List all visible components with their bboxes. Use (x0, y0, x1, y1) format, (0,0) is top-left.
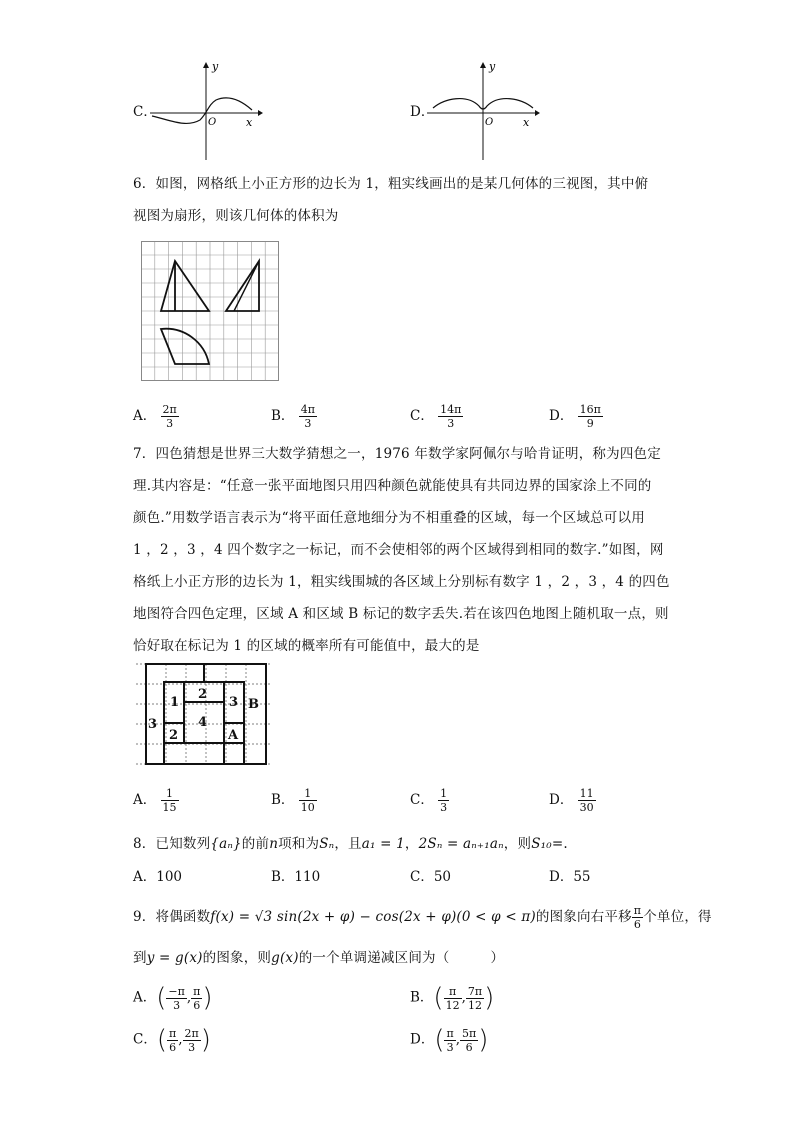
q9-gx: y = g(x) (146, 950, 203, 966)
q9-option-a: A．( $\frac{-\pi}{3}$ , $\frac{\pi}{6}$ ) (133, 983, 213, 1013)
q8-option-a-value: 100 (156, 869, 183, 885)
q9-line2-c: 的一个单调递减区间为（ ） (298, 950, 505, 966)
q7-option-c-value: $\frac{1}{3}$ (440, 787, 448, 814)
q8-cond1: a₁ = 1 (361, 836, 405, 852)
q8-text-c: 项和为 (278, 836, 320, 852)
q7-text-line5: 格纸上小正方形的边长为 1，粗实线围城的各区域上分别标有数字 1 ，2 ，3 ，4 的四色 (133, 574, 670, 590)
q9-option-c-label: C． (133, 1031, 157, 1048)
q7-text-line1: 7．四色猜想是世界三大数学猜想之一，1976 年数学家阿佩尔与哈肯证明，称为四色定 (133, 446, 661, 462)
q8-n: n (269, 836, 279, 852)
q7-option-a-label: A． (133, 792, 157, 808)
q7-text-line4: 1 ，2 ，3 ，4 四个数字之一标记，而不会使相邻的两个区域得到相同的数字.”如图，网 (133, 542, 664, 558)
q9-text-c: 个单位，得 (643, 909, 712, 925)
q8-option-a (133, 867, 182, 887)
q8-text-d: ，且 (334, 836, 362, 852)
q8-sn: Sₙ (319, 836, 335, 852)
q8-option-d (549, 867, 591, 887)
q6-option-a-value: $\frac{2\pi}{3}$ (162, 403, 177, 430)
q7-map-label-3a: 3 (229, 695, 239, 710)
q6-text-line2: 视图为扇形，则该几何体的体积为 (133, 208, 339, 224)
q8-option-b-value: 110 (294, 869, 321, 885)
q7-four-color-map (136, 662, 272, 770)
q9-option-a-label: A． (133, 989, 157, 1006)
q7-text-line6: 地图符合四色定理，区域 A 和区域 B 标记的数字丢失.若在该四色地图上随机取一点，则 (133, 606, 669, 622)
q6-option-b (271, 403, 317, 430)
q9-option-b-label: B． (410, 989, 434, 1006)
q8-seq: {aₙ} (210, 836, 242, 852)
q6-option-d (549, 403, 603, 430)
q7-text-line2: 理.其内容是：“任意一张平面地图只用四种颜色就能使具有共同边界的国家涂上不同的 (133, 478, 652, 494)
q5c-axis-x: x (246, 116, 253, 129)
q5d-axis-y: y (489, 60, 496, 73)
q8-text-a: 8．已知数列 (133, 836, 211, 852)
q9-option-c: C．( $\frac{\pi}{6}$ , $\frac{2\pi}{3}$ ) (133, 1025, 211, 1055)
q9-option-d-label: D． (410, 1031, 435, 1048)
q9-line2-b: 的图象，则 (202, 950, 272, 966)
q7-map-label-2b: 2 (169, 728, 179, 743)
q7-text-line7: 恰好取在标记为 1 的区域的概率所有可能值中，最大的是 (133, 638, 480, 654)
q6-option-d-label: D． (549, 408, 574, 424)
q7-option-c (410, 787, 449, 814)
q8-option-a-label: A． (133, 869, 157, 885)
q7-text-line3: 颜色.”用数学语言表示为“将平面任意地细分为不相重叠的区域，每一个区域总可以用 (133, 510, 645, 526)
q6-text-line1: 6．如图，网格纸上小正方形的边长为 1，粗实线画出的是某几何体的三视图，其中俯 (133, 176, 649, 192)
q9-line2-a: 到 (133, 950, 147, 966)
q7-option-a-value: $\frac{1}{15}$ (162, 787, 177, 814)
q8-text-e: ， (404, 836, 419, 852)
q7-map-label-3b: 3 (148, 717, 158, 732)
q8-text-f: ，则 (503, 836, 532, 852)
q8-option-d-label: D． (549, 869, 574, 885)
q6-option-b-label: B． (271, 408, 295, 424)
q9-question-line2 (133, 946, 504, 966)
q7-map-label-4: 4 (198, 715, 208, 730)
q7-map-label-A: A (228, 728, 239, 743)
q9-gx2: g(x) (271, 950, 299, 966)
q9-text-a: 9．将偶函数 (133, 909, 211, 925)
q5-graph-d (425, 60, 540, 160)
q9-func: f(x) = √3 sin(2x + φ) − cos(2x + φ)(0 < φ < π) (210, 909, 536, 925)
q5-option-d-label: D． (410, 104, 435, 120)
q7-option-b (271, 787, 317, 814)
q5-graph-c (148, 60, 263, 160)
q9-option-d: D．( $\frac{\pi}{3}$ , $\frac{5\pi}{6}$ ) (410, 1025, 489, 1055)
q5d-origin: O (485, 117, 494, 128)
q9-text-b: 的图象向右平移 (535, 909, 632, 925)
q6-option-b-value: $\frac{4\pi}{3}$ (300, 403, 315, 430)
q5c-axis-y: y (212, 60, 219, 73)
q6-option-a-label: A． (133, 408, 157, 424)
q6-option-c-label: C． (410, 408, 434, 424)
q8-text-b: 的前 (241, 836, 270, 852)
q5d-axis-x: x (523, 116, 530, 129)
q7-option-d (549, 787, 596, 814)
q6-option-c (410, 403, 463, 430)
q7-map-label-1: 1 (170, 695, 180, 710)
q7-option-b-value: $\frac{1}{10}$ (300, 787, 315, 814)
q6-options (133, 403, 179, 430)
q8-option-c-label: C． (410, 869, 434, 885)
q5c-origin: O (208, 117, 217, 128)
q7-option-b-label: B． (271, 792, 295, 808)
q8-option-d-value: 55 (573, 869, 591, 885)
q8-option-c-value: 50 (433, 869, 452, 885)
q8-s10: S₁₀ (531, 836, 552, 852)
q8-option-b (271, 867, 320, 887)
q7-option-c-label: C． (410, 792, 434, 808)
q9-option-b: B．( $\frac{\pi}{12}$ , $\frac{7\pi}{12}$ ) (410, 983, 495, 1013)
q7-map-label-B: B (248, 697, 259, 712)
q8-text-g: =. (551, 836, 568, 852)
q8-question (133, 832, 568, 852)
q7-option-d-label: D． (549, 792, 574, 808)
q7-option-a (133, 787, 179, 814)
q7-option-d-value: $\frac{11}{30}$ (579, 787, 594, 814)
q6-option-d-value: $\frac{16\pi}{9}$ (579, 403, 601, 430)
q5-option-c-label: C． (133, 104, 157, 120)
q9-question-line1 (133, 904, 712, 931)
q9-shift: $\frac{\pi}{6}$ (633, 904, 642, 931)
q6-option-c-value: $\frac{14\pi}{3}$ (440, 403, 462, 430)
q6-three-view-figure (141, 241, 279, 381)
q7-map-label-2a: 2 (198, 687, 208, 702)
q8-option-c (410, 867, 451, 887)
q8-option-b-label: B． (271, 869, 295, 885)
q8-cond2: 2Sₙ = aₙ₊₁aₙ (418, 836, 504, 852)
